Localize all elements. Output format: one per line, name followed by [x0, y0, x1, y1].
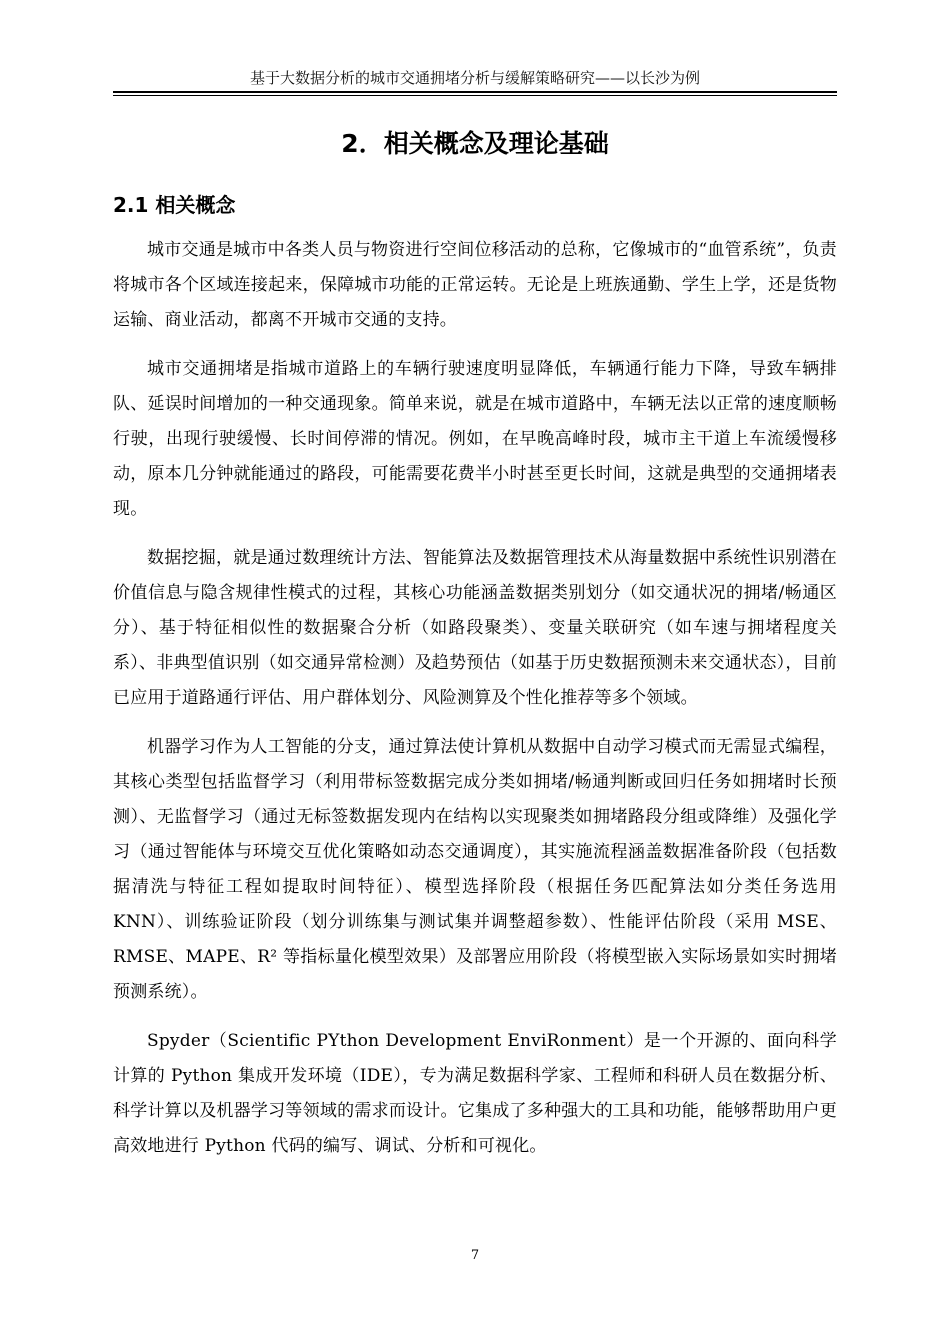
- paragraph-spyder: Spyder（Scientific PYthon Development EnviRonment）是一个开源的、面向科学计算的 Python 集成开发环境（IDE），专为满足数据科学家、工程师和科研人员在数据分析、科学计算以及机器学习等领域的需求而设计。它集成了多种强大的工具和功能，能够帮助用户更高效地进行 Python 代码的编写、调试、分析和可视化。: [113, 1031, 837, 1156]
- paragraph-urban-transport: 城市交通是城市中各类人员与物资进行空间位移活动的总称，它像城市的“血管系统”，负责将城市各个区域连接起来，保障城市功能的正常运转。无论是上班族通勤、学生上学，还是货物运输、商业活动，都离不开城市交通的支持。: [113, 240, 837, 330]
- body-text: [113, 233, 837, 1178]
- section-title: 2.1 相关概念: [113, 193, 236, 217]
- paragraph-traffic-congestion: 城市交通拥堵是指城市道路上的车辆行驶速度明显降低，车辆通行能力下降，导致车辆排队、延误时间增加的一种交通现象。简单来说，就是在城市道路中，车辆无法以正常的速度顺畅行驶，出现行驶缓慢、长时间停滞的情况。例如，在早晚高峰时段，城市主干道上车流缓慢移动，原本几分钟就能通过的路段，可能需要花费半小时甚至更长时间，这就是典型的交通拥堵表现。: [113, 359, 837, 519]
- chapter-title: 2．相关概念及理论基础: [341, 129, 609, 158]
- header-rule-thin: [113, 95, 837, 96]
- page-number: 7: [470, 1248, 480, 1263]
- header-rule: [113, 91, 837, 93]
- paragraph-data-mining: 数据挖掘，就是通过数理统计方法、智能算法及数据管理技术从海量数据中系统性识别潜在价值信息与隐含规律性模式的过程，其核心功能涵盖数据类别划分（如交通状况的拥堵/畅通区分）、基于特征相似性的数据聚合分析（如路段聚类）、变量关联研究（如车速与拥堵程度关系）、非典型值识别（如交通异常检测）及趋势预估（如基于历史数据预测未来交通状态），目前已应用于道路通行评估、用户群体划分、风险测算及个性化推荐等多个领域。: [113, 548, 837, 708]
- running-header: 基于大数据分析的城市交通拥堵分析与缓解策略研究——以长沙为例: [249, 69, 700, 87]
- paragraph-machine-learning: 机器学习作为人工智能的分支，通过算法使计算机从数据中自动学习模式而无需显式编程，其核心类型包括监督学习（利用带标签数据完成分类如拥堵/畅通判断或回归任务如拥堵时长预测）、无监督学习（通过无标签数据发现内在结构以实现聚类如拥堵路段分组或降维）及强化学习（通过智能体与环境交互优化策略如动态交通调度），其实施流程涵盖数据准备阶段（包括数据清洗与特征工程如提取时间特征）、模型选择阶段（根据任务匹配算法如分类任务选用 KNN）、训练验证阶段（划分训练集与测试集并调整超参数）、性能评估阶段（采用 MSE、RMSE、MAPE、R² 等指标量化模型效果）及部署应用阶段（将模型嵌入实际场景如实时拥堵预测系统）。: [113, 737, 837, 1002]
